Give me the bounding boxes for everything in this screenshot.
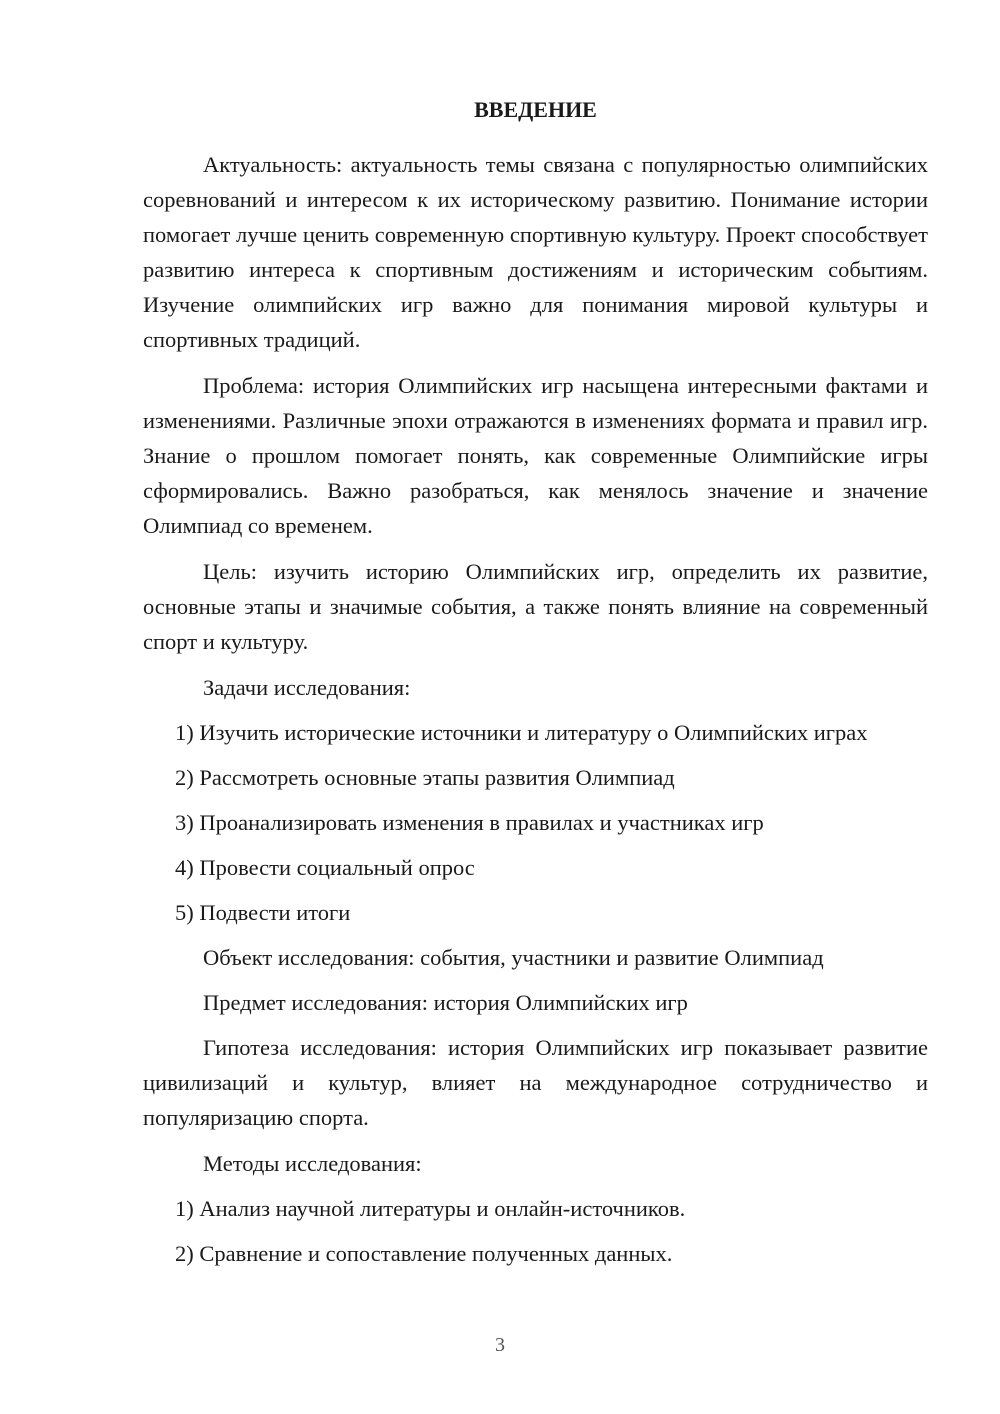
problem-paragraph: Проблема: история Олимпийских игр насыщена интересными фактами и изменениями. Различные эпохи отражаются в изменениях формата и правил игр. Знание о прошлом помогает понять, как современные Олимпийские игры сформировались. Важно разобраться, как менялось значение и значение Олимпиад со временем.	[143, 373, 928, 538]
methods-heading: Методы исследования:	[203, 1151, 422, 1176]
task-item: 3) Проанализировать изменения в правилах и участниках игр	[175, 810, 764, 835]
relevance-paragraph: Актуальность: актуальность темы связана с популярностью олимпийских соревнований и интересом к их историческому развитию. Понимание истории помогает лучше ценить современную спортивную культуру. Проект способствует развитию интереса к спортивным достижениям и историческим событиям. Изучение олимпийских игр важно для понимания мировой культуры и спортивных традиций.	[143, 152, 928, 352]
task-item: 1) Изучить исторические источники и литературу о Олимпийских играх	[175, 720, 868, 745]
research-object: Объект исследования: события, участники и развитие Олимпиад	[203, 945, 824, 970]
page-number: 3	[495, 1334, 505, 1356]
section-title: ВВЕДЕНИЕ	[474, 97, 597, 122]
document-page	[143, 92, 928, 1281]
task-item: 2) Рассмотреть основные этапы развития Олимпиад	[175, 765, 675, 790]
hypothesis-paragraph: Гипотеза исследования: история Олимпийских игр показывает развитие цивилизаций и культур, влияет на международное сотрудничество и популяризацию спорта.	[143, 1035, 928, 1130]
method-item: 2) Сравнение и сопоставление полученных данных.	[175, 1241, 673, 1266]
goal-paragraph: Цель: изучить историю Олимпийских игр, определить их развитие, основные этапы и значимые события, а также понять влияние на современный спорт и культуру.	[143, 559, 928, 654]
method-item: 1) Анализ научной литературы и онлайн-источников.	[175, 1196, 686, 1221]
research-subject: Предмет исследования: история Олимпийских игр	[203, 990, 688, 1015]
task-item: 4) Провести социальный опрос	[175, 855, 475, 880]
task-item: 5) Подвести итоги	[175, 900, 351, 925]
tasks-heading: Задачи исследования:	[203, 675, 411, 700]
